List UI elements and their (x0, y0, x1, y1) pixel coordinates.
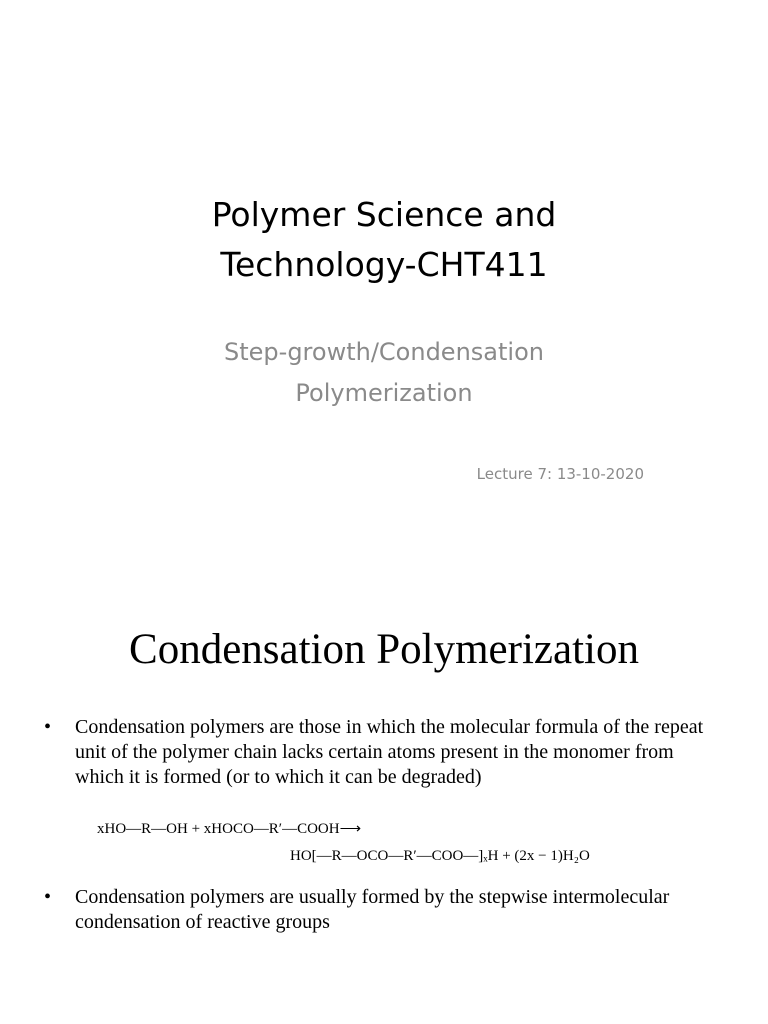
bullet-dot: • (44, 716, 52, 738)
bullet-dot: • (44, 886, 52, 908)
content-slide-title: Condensation Polymerization (129, 626, 639, 673)
slide-title (0, 190, 768, 290)
reaction-equation-line-1: xHO—R—OH + xHOCO—R′—COOH⟶ (97, 821, 362, 837)
bullet-item (44, 885, 724, 935)
slide-subtitle (0, 332, 768, 414)
bullet-text: Condensation polymers are usually formed by the stepwise intermolecular condensation of reactive groups (75, 886, 670, 933)
bullet-text: Condensation polymers are those in which the molecular formula of the repeat unit of the polymer chain lacks certain atoms present in the monomer from which it is formed (or to which it can be degraded) (75, 716, 704, 788)
lecture-date: Lecture 7: 13-10-2020 (476, 465, 644, 483)
slide-title-line-1: Polymer Science and (211, 195, 557, 234)
slide-subtitle-line-2: Polymerization (295, 379, 473, 407)
reaction-equation-line-2: HO[—R—OCO—R′—COO—]ₓH + (2x − 1)H₂O (290, 848, 590, 864)
bullet-item (44, 715, 724, 790)
slide-subtitle-line-1: Step-growth/Condensation (224, 338, 544, 366)
slide-title-line-2: Technology-CHT411 (220, 245, 548, 284)
content-slide (0, 560, 768, 1024)
